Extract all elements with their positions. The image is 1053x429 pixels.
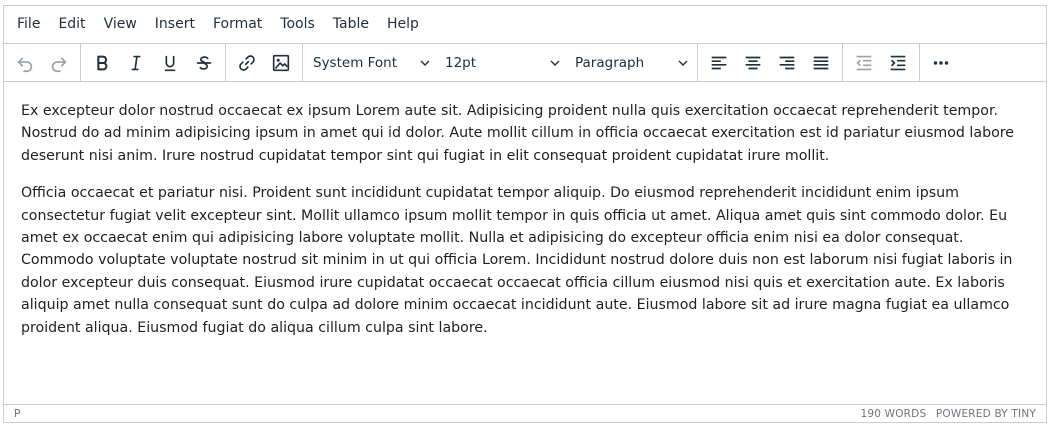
bold-icon (91, 52, 113, 74)
more-group (920, 44, 962, 81)
link-icon (236, 52, 258, 74)
strikethrough-button[interactable] (187, 48, 221, 78)
font-size-select[interactable] (437, 48, 567, 78)
insert-group (226, 44, 303, 81)
chevron-down-icon (419, 57, 431, 69)
toolbar (4, 43, 1046, 82)
block-format-value: Paragraph (575, 54, 645, 71)
branding-link[interactable]: POWERED BY TINY (935, 407, 1036, 420)
more-icon (930, 52, 952, 74)
align-left-icon (708, 52, 730, 74)
chevron-down-icon (549, 57, 561, 69)
font-family-value: System Font (313, 54, 398, 71)
align-right-icon (776, 52, 798, 74)
justify-button[interactable] (804, 48, 838, 78)
align-center-button[interactable] (736, 48, 770, 78)
strikethrough-icon (193, 52, 215, 74)
image-icon (270, 52, 292, 74)
paragraph[interactable]: Ex excepteur dolor nostrud occaecat ex ipsum Lorem aute sit. Adipisicing proident nulla quis exercitation occaecat reprehenderit tempor. Nostrud do ad minim adipisicing ipsum in amet qui id dolor. Aute mollit cillum in officia occaecat exercitation est id pariatur eiusmod labore deserunt nisi anim. Irure nostrud cupidatat tempor sint qui fugiat in elit consequat proident cupidatat irure mollit. (21, 103, 1015, 164)
status-right (854, 408, 1036, 420)
rich-text-editor (3, 5, 1047, 423)
font-size-value: 12pt (445, 54, 477, 71)
bold-button[interactable] (85, 48, 119, 78)
menu-tools[interactable]: Tools (280, 16, 315, 32)
undo-button[interactable] (8, 48, 42, 78)
menu-table[interactable]: Table (332, 16, 369, 32)
indent-icon (887, 52, 909, 74)
more-button[interactable] (924, 48, 958, 78)
alignment-group (698, 44, 843, 81)
menu-format[interactable]: Format (212, 16, 263, 32)
menu-help[interactable]: Help (387, 16, 419, 32)
outdent-icon (853, 52, 875, 74)
menu-file[interactable]: File (17, 16, 41, 32)
menubar (4, 6, 1046, 43)
history-group (4, 44, 81, 81)
menu-view[interactable]: View (103, 16, 137, 32)
statusbar (4, 404, 1046, 422)
word-count[interactable]: 190 WORDS (860, 407, 927, 420)
image-button[interactable] (264, 48, 298, 78)
block-format-select[interactable] (567, 48, 695, 78)
italic-button[interactable] (119, 48, 153, 78)
align-center-icon (742, 52, 764, 74)
redo-icon (48, 52, 70, 74)
justify-icon (810, 52, 832, 74)
outdent-button[interactable] (847, 48, 881, 78)
italic-icon (125, 52, 147, 74)
font-family-select[interactable] (305, 48, 437, 78)
font-selects-group (303, 44, 698, 81)
underline-icon (159, 52, 181, 74)
link-button[interactable] (230, 48, 264, 78)
paragraph[interactable]: Officia occaecat et pariatur nisi. Proident sunt incididunt cupidatat tempor aliquip. Do eiusmod reprehenderit incididunt enim ipsum consectetur fugiat velit excepteur sint. Mollit ullamco ipsum mollit tempor in quis officia ut amet. Aliqua amet quis sint commodo dolor. Eu amet ex occaecat enim qui adipisicing labore voluptate mollit. Nulla et adipisicing do excepteur officia enim nisi ea dolor consequat. Commodo voluptate voluptate nostrud sit minim in ut qui officia Lorem. Incididunt nostrud dolore duis non est laborum nisi fugiat laboris in dolor excepteur duis consequat. Eiusmod irure cupidatat occaecat occaecat officia cillum eiusmod nisi quis et exercitation aute. Ex laboris aliquip amet nulla consequat sunt do culpa ad dolore minim occaecat incididunt aute. Eiusmod labore sit ad irure magna fugiat ea ullamco proident aliqua. Eiusmod fugiat do aliqua cillum culpa sint labore. (21, 185, 1013, 336)
chevron-down-icon (677, 57, 689, 69)
underline-button[interactable] (153, 48, 187, 78)
menu-insert[interactable]: Insert (154, 16, 195, 32)
indent-button[interactable] (881, 48, 915, 78)
align-right-button[interactable] (770, 48, 804, 78)
formatting-group (81, 44, 226, 81)
redo-button[interactable] (42, 48, 76, 78)
menu-edit[interactable]: Edit (58, 16, 86, 32)
element-path[interactable]: P (14, 407, 21, 420)
align-left-button[interactable] (702, 48, 736, 78)
indent-group (843, 44, 920, 81)
editor-content-area[interactable] (4, 82, 1046, 404)
undo-icon (14, 52, 36, 74)
